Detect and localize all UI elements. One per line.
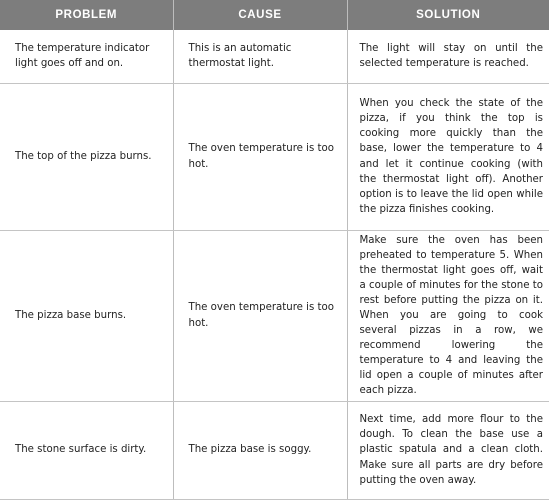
header-solution: SOLUTION (347, 0, 549, 30)
cause-cell: The oven temperature is too hot. (173, 83, 347, 230)
problem-cell: The temperature indicator light goes off and on. (0, 30, 173, 83)
cause-cell: This is an automatic thermostat light. (173, 30, 347, 83)
problem-cell: The stone surface is dirty. (0, 401, 173, 499)
solution-cell: The light will stay on until the selected temperature is reached. (347, 30, 549, 83)
table-row (0, 230, 549, 401)
solution-cell: Make sure the oven has been preheated to temperature 5. When the thermostat light goes off, wait a couple of minutes for the stone to rest before putting the pizza on it. When you are going to cook several pizzas in a row, we recommend lowering the temperature to 4 and leaving the lid open a couple of minutes after each pizza. (347, 230, 549, 401)
header-row (0, 0, 549, 30)
table-row (0, 83, 549, 230)
header-cause: CAUSE (173, 0, 347, 30)
solution-cell: Next time, add more flour to the dough. To clean the base use a plastic spatula and a clean cloth. Make sure all parts are dry before putting the oven away. (347, 401, 549, 499)
problem-cell: The top of the pizza burns. (0, 83, 173, 230)
solution-cell: When you check the state of the pizza, if you think the top is cooking more quickly than the base, lower the temperature to 4 and let it continue cooking (with the thermostat light off). Another option is to leave the lid open while the pizza finishes cooking. (347, 83, 549, 230)
cause-cell: The pizza base is soggy. (173, 401, 347, 499)
problem-cell: The pizza base burns. (0, 230, 173, 401)
header-problem: PROBLEM (0, 0, 173, 30)
table-row (0, 401, 549, 499)
cause-cell: The oven temperature is too hot. (173, 230, 347, 401)
table-row (0, 30, 549, 83)
